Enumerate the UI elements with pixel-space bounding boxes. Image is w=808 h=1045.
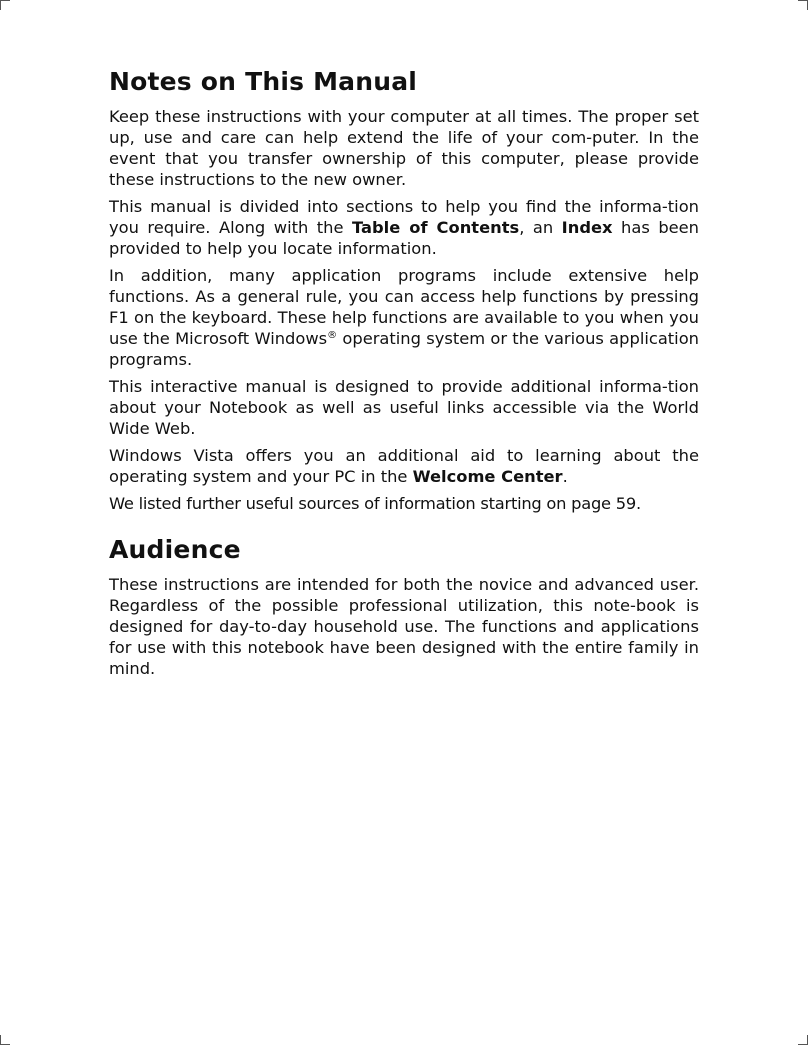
- crop-mark-top-left-h: [0, 0, 10, 1]
- text-run: has been provided to help you locate information.: [109, 218, 700, 258]
- bold-welcome-center: Welcome Center: [412, 467, 563, 486]
- text-run: This manual is divided into sections to help you find the informa-tion you require. Along with the: [109, 197, 699, 237]
- text-run: , an: [519, 218, 562, 237]
- paragraph-audience: These instructions are intended for both the novice and advanced user. Regardless of the possible professional utilization, this note-book is designed for day-to-day household use. The functions and applications for use with this notebook have been designed with the entire family in mind.: [109, 575, 699, 678]
- paragraph-further-sources: We listed further useful sources of information starting on page 59.: [109, 494, 641, 513]
- section-heading-notes: Notes on This Manual: [109, 67, 418, 96]
- page-content: [109, 66, 699, 685]
- bold-table-of-contents: Table of Contents: [352, 218, 520, 237]
- paragraph-keep-instructions: Keep these instructions with your computer at all times. The proper set up, use and care can help extend the life of your com-puter. In the event that you transfer ownership of this computer, please provide these instructions to the new owner.: [109, 107, 699, 189]
- paragraph-manual-sections: [109, 196, 699, 259]
- text-run: Windows Vista offers you an additional aid to learning about the operating system and your PC in the: [109, 446, 699, 486]
- paragraph-welcome-center: [109, 445, 699, 487]
- paragraph-help-functions: [109, 265, 699, 370]
- text-run: operating system or the various application programs.: [109, 329, 699, 369]
- paragraph-interactive-manual: This interactive manual is designed to provide additional informa-tion about your Notebook as well as useful links accessible via the World Wide Web.: [109, 377, 699, 438]
- text-run: .: [562, 467, 568, 486]
- crop-mark-top-left-v: [0, 0, 1, 10]
- registered-mark: ®: [327, 330, 338, 341]
- text-run: In addition, many application programs include extensive help functions. As a general rule, you can access help functions by pressing F1 on the keyboard. These help functions are available to you when you use the Microsoft Windows: [109, 266, 699, 348]
- section-heading-audience: Audience: [109, 535, 241, 564]
- bold-index: Index: [561, 218, 613, 237]
- crop-mark-bottom-left-v: [0, 1035, 1, 1045]
